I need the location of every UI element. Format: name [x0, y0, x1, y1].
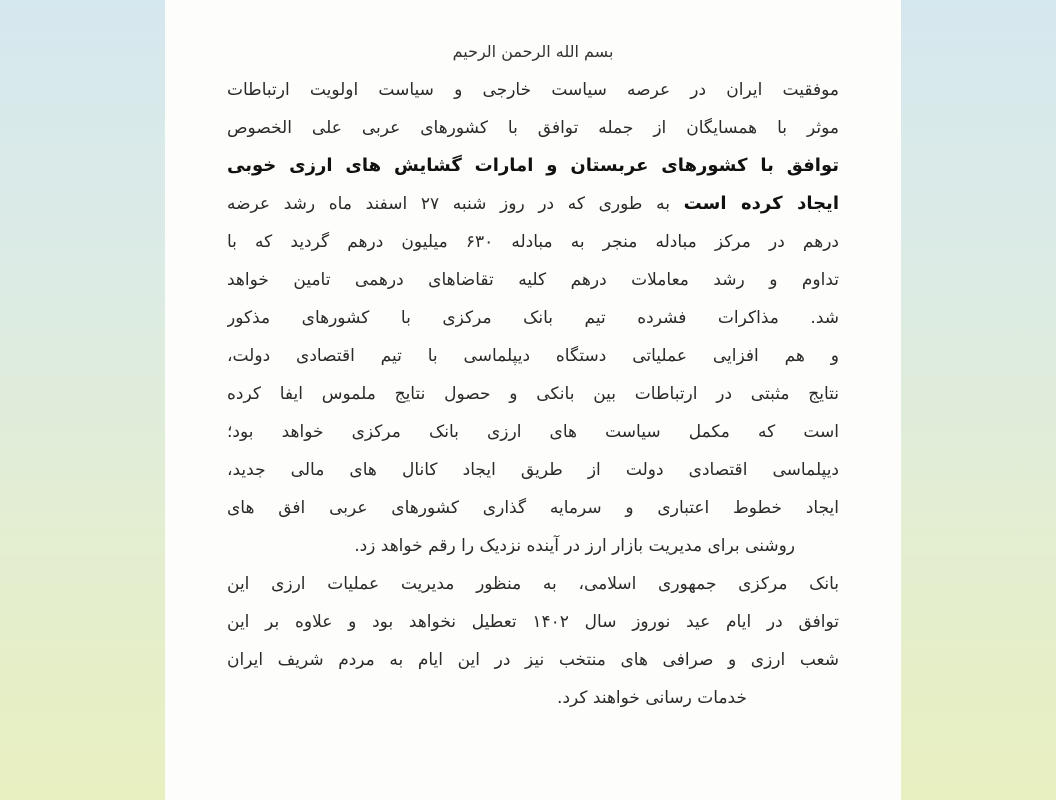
text-line: توافق در ایام عید نوروز سال ۱۴۰۲ تعطیل نخواهد بود و علاوه بر این: [227, 612, 839, 632]
text-line-bold: توافق با کشورهای عربستان و امارات گشایش های ارزی خوبی: [227, 155, 839, 176]
text-line: شد. مذاکرات فشرده تیم بانک مرکزی با کشورهای مذکور: [227, 308, 839, 328]
text-span: به طوری که در روز شنبه ۲۷ اسفند ماه رشد عرضه: [227, 194, 670, 214]
text-line: موثر با همسایگان از جمله توافق با کشورهای عربی علی الخصوص: [227, 118, 839, 138]
text-line: ایجاد خطوط اعتباری و سرمایه گذاری کشورهای عربی افق های: [227, 498, 839, 518]
text-line: خدمات رسانی خواهند کرد.: [557, 688, 747, 708]
statement-text: [227, 33, 839, 717]
text-line: روشنی برای مدیریت بازار ارز در آینده نزدیک را رقم خواهد زد.: [354, 536, 795, 556]
text-line: بانک مرکزی جمهوری اسلامی، به منظور مدیریت عملیات ارزی این: [227, 574, 839, 594]
bold-phrase: ایجاد کرده است: [683, 193, 839, 214]
text-line: است که مکمل سیاست های ارزی بانک مرکزی خواهد بود؛: [227, 422, 839, 442]
text-line-mixed: [227, 185, 839, 223]
text-line: و هم افزایی عملیاتی دستگاه دیپلماسی با تیم اقتصادی دولت،: [227, 346, 839, 366]
text-line: دیپلماسی اقتصادی دولت از طریق ایجاد کانال های مالی جدید،: [227, 460, 839, 480]
document-page: [165, 0, 901, 800]
text-line: شعب ارزی و صرافی های منتخب نیز در این ایام به مردم شریف ایران: [227, 650, 839, 670]
basmala-heading: بسم الله الرحمن الرحیم: [452, 42, 614, 61]
text-line: درهم در مرکز مبادله منجر به مبادله ۶۳۰ میلیون درهم گردید که با: [227, 232, 839, 252]
text-line: نتایج مثبتی در ارتباطات بین بانکی و حصول نتایج ملموس ایفا کرده: [227, 384, 839, 404]
text-line: تداوم و رشد معاملات درهم کلیه تقاضاهای درهمی تامین خواهد: [227, 270, 839, 290]
text-line: موفقیت ایران در عرصه سیاست خارجی و سیاست اولویت ارتباطات: [227, 80, 839, 100]
